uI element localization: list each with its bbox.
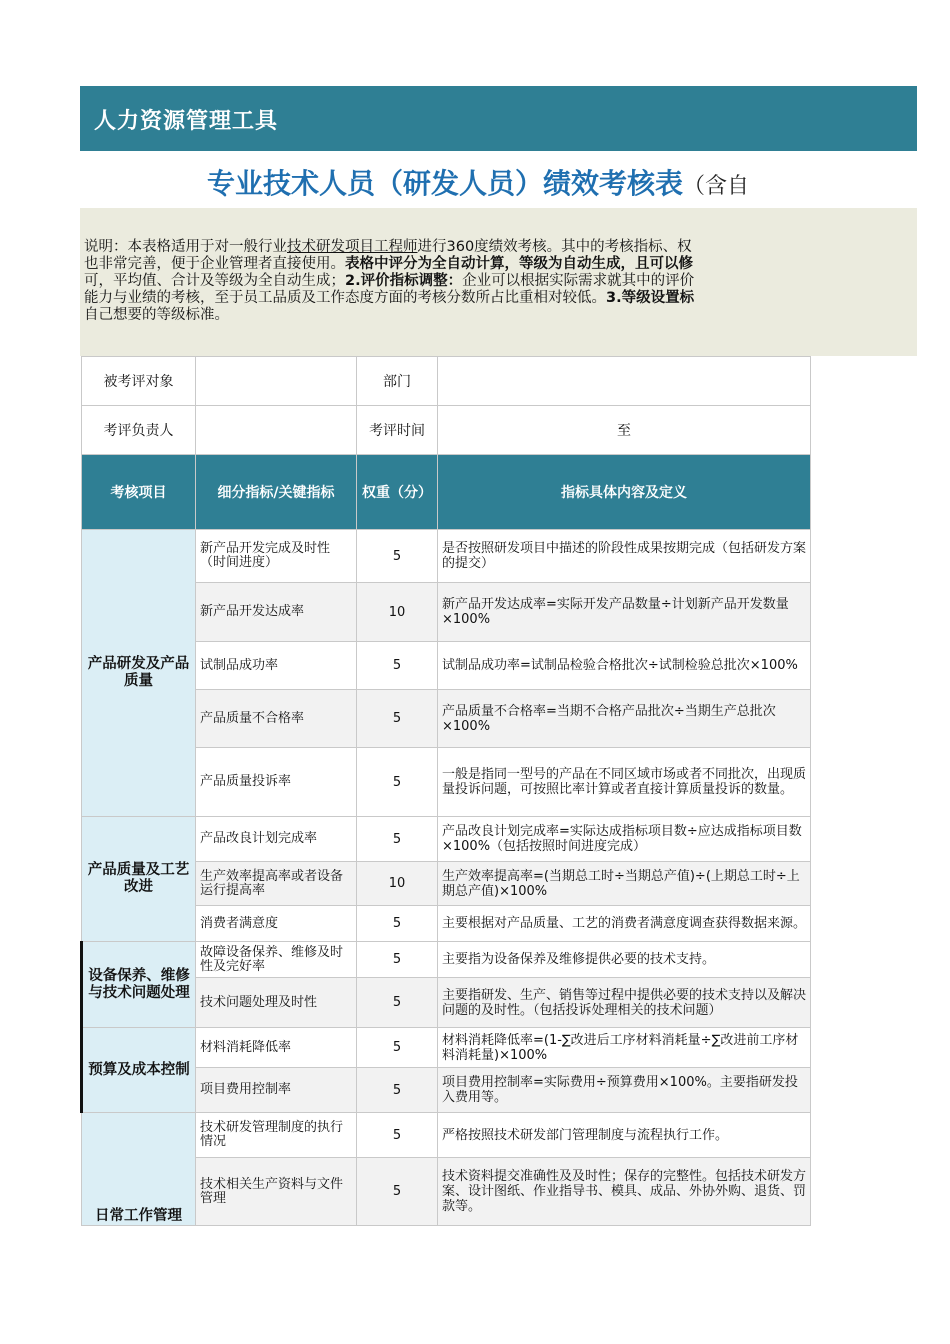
table-row	[82, 942, 811, 978]
indicator-cell: 故障设备保养、维修及时性及完好率	[196, 942, 357, 978]
weight-cell[interactable]: 5	[357, 1068, 438, 1113]
header-indicator: 细分指标/关键指标	[196, 455, 357, 530]
weight-cell[interactable]: 5	[357, 1158, 438, 1226]
definition-cell: 项目费用控制率=实际费用÷预算费用×100%。主要指研发投入费用等。	[438, 1068, 811, 1113]
dept-label: 部门	[357, 357, 438, 406]
header-definition: 指标具体内容及定义	[438, 455, 811, 530]
description-line: 可，平均值、合计及等级为全自动生成；2.评价指标调整：企业可以根据实际需求就其中的评价	[84, 273, 695, 289]
description-box	[80, 208, 917, 356]
weight-cell[interactable]: 5	[357, 817, 438, 862]
dept-field[interactable]	[438, 357, 811, 406]
definition-cell: 产品改良计划完成率=实际达成指标项目数÷应达成指标项目数×100%（包括按照时间进度完成）	[438, 817, 811, 862]
weight-cell[interactable]: 5	[357, 690, 438, 748]
definition-cell: 一般是指同一型号的产品在不同区域市场或者不同批次，出现质量投诉问题，可按照比率计算或者直接计算质量投诉的数量。	[438, 748, 811, 817]
definition-cell: 主要指研发、生产、销售等过程中提供必要的技术支持以及解决问题的及时性。（包括投诉处理相关的技术问题）	[438, 978, 811, 1028]
app-banner	[80, 86, 917, 151]
indicator-cell: 技术相关生产资料与文件管理	[196, 1158, 357, 1226]
document-title: 专业技术人员（研发人员）绩效考核表（含自	[207, 167, 750, 200]
weight-cell[interactable]: 10	[357, 583, 438, 642]
category-cell: 预算及成本控制	[82, 1028, 196, 1113]
definition-cell: 是否按照研发项目中描述的阶段性成果按期完成（包括研发方案的提交）	[438, 530, 811, 583]
description-line: 也非常完善，便于企业管理者直接使用。表格中评分为全自动计算，等级为自动生成，且可以修	[84, 256, 693, 272]
header-category: 考核项目	[82, 455, 196, 530]
indicator-cell: 生产效率提高率或者设备运行提高率	[196, 862, 357, 906]
header-weight: 权重（分）	[357, 455, 438, 530]
indicator-cell: 项目费用控制率	[196, 1068, 357, 1113]
indicator-cell: 消费者满意度	[196, 906, 357, 942]
weight-cell[interactable]: 5	[357, 906, 438, 942]
weight-cell[interactable]: 5	[357, 942, 438, 978]
definition-cell: 生产效率提高率=(当期总工时÷当期总产值)÷(上期总工时÷上期总产值)×100%	[438, 862, 811, 906]
subject-label: 被考评对象	[82, 357, 196, 406]
definition-cell: 材料消耗降低率=(1-∑改进后工序材料消耗量÷∑改进前工序材料消耗量)×100%	[438, 1028, 811, 1068]
indicator-cell: 技术问题处理及时性	[196, 978, 357, 1028]
table-row	[82, 530, 811, 583]
definition-cell: 产品质量不合格率=当期不合格产品批次÷当期生产总批次×100%	[438, 690, 811, 748]
indicator-cell: 试制品成功率	[196, 642, 357, 690]
subject-field[interactable]	[196, 357, 357, 406]
definition-cell: 试制品成功率=试制品检验合格批次÷试制检验总批次×100%	[438, 642, 811, 690]
owner-label: 考评负责人	[82, 406, 196, 455]
info-row	[82, 406, 811, 455]
time-label: 考评时间	[357, 406, 438, 455]
weight-cell[interactable]: 5	[357, 1113, 438, 1158]
owner-field[interactable]	[196, 406, 357, 455]
category-cell: 产品研发及产品质量	[82, 530, 196, 817]
weight-cell[interactable]: 5	[357, 530, 438, 583]
document-title-bar	[80, 160, 917, 206]
indicator-cell: 新产品开发达成率	[196, 583, 357, 642]
category-cell: 产品质量及工艺改进	[82, 817, 196, 942]
weight-cell[interactable]: 10	[357, 862, 438, 906]
definition-cell: 主要根据对产品质量、工艺的消费者满意度调查获得数据来源。	[438, 906, 811, 942]
table-row	[82, 1113, 811, 1158]
weight-cell[interactable]: 5	[357, 1028, 438, 1068]
table-row	[82, 1028, 811, 1068]
definition-cell: 主要指为设备保养及维修提供必要的技术支持。	[438, 942, 811, 978]
description-line: 能力与业绩的考核，至于员工品质及工作态度方面的考核分数所占比重相对较低。3.等级设置标	[84, 290, 695, 306]
weight-cell[interactable]: 5	[357, 642, 438, 690]
indicator-cell: 技术研发管理制度的执行情况	[196, 1113, 357, 1158]
description-line: 自己想要的等级标准。	[84, 307, 229, 323]
document-title-suffix: （含自	[683, 174, 750, 199]
definition-cell: 新产品开发达成率=实际开发产品数量÷计划新产品开发数量×100%	[438, 583, 811, 642]
info-row	[82, 357, 811, 406]
header-row	[82, 455, 811, 530]
indicator-cell: 产品质量不合格率	[196, 690, 357, 748]
category-cell: 日常工作管理	[82, 1113, 196, 1226]
description-line: 说明：本表格适用于对一般行业技术研发项目工程师进行360度绩效考核。其中的考核指标、权	[84, 239, 692, 255]
category-cell: 设备保养、维修与技术问题处理	[82, 942, 196, 1028]
time-field[interactable]: 至	[438, 406, 811, 455]
indicator-cell: 新产品开发完成及时性（时间进度）	[196, 530, 357, 583]
appraisal-table	[80, 356, 811, 1226]
app-title: 人力资源管理工具	[94, 109, 279, 134]
definition-cell: 技术资料提交准确性及及时性；保存的完整性。包括技术研发方案、设计图纸、作业指导书、模具、成品、外协外购、退货、罚款等。	[438, 1158, 811, 1226]
table-row	[82, 817, 811, 862]
indicator-cell: 材料消耗降低率	[196, 1028, 357, 1068]
weight-cell[interactable]: 5	[357, 748, 438, 817]
weight-cell[interactable]: 5	[357, 978, 438, 1028]
indicator-cell: 产品质量投诉率	[196, 748, 357, 817]
indicator-cell: 产品改良计划完成率	[196, 817, 357, 862]
definition-cell: 严格按照技术研发部门管理制度与流程执行工作。	[438, 1113, 811, 1158]
